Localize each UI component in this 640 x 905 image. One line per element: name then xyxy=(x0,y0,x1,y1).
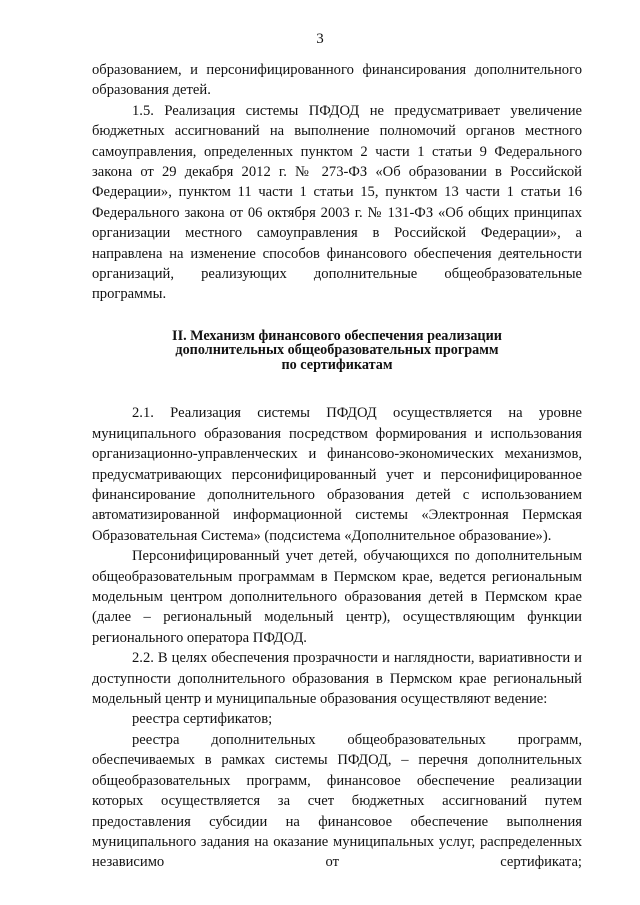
paragraph-1-5: 1.5. Реализация системы ПФДОД не предусматривает увеличение бюджетных ассигнований на выполнение полномочий органов местного самоуправления, определенных пунктом 2 части 1 статьи 9 Федерального закона от 29 декабря 2012 г. № 273-ФЗ «Об образовании в Российской Федерации», пунктом 11 части 1 статьи 15, пунктом 13 части 1 статьи 16 Федерального закона от 06 октября 2003 г. № 131-ФЗ «Об общих принципах организации местного самоуправления в Российской Федерации», а направлена на изменение способов финансового обеспечения деятельности организаций, реализующих дополнительные общеобразовательные программы. xyxy=(92,102,582,303)
paragraph-2-2: 2.2. В целях обеспечения прозрачности и наглядности, вариативности и доступности дополнительного образования в Пермском крае региональный модельный центр и муниципальные образования осуществляют ведение: xyxy=(92,650,582,708)
document-body xyxy=(92,60,582,873)
list-item-certificate-registry: реестра сертификатов; xyxy=(132,711,273,728)
section-heading xyxy=(92,329,582,373)
section-heading-line-3: по сертификатам xyxy=(281,356,393,373)
paragraph-personified-accounting: Персонифицированный учет детей, обучающихся по дополнительным общеобразовательным программам в Пермском крае, ведется региональным модельным центром дополнительного образования детей в Пермском крае (далее – региональный модельный центр), осуществляющим функции регионального оператора ПФДОД. xyxy=(92,548,582,646)
list-item-program-registry: реестра дополнительных общеобразовательных программ, обеспечиваемых в рамках системы ПФДОД, – перечня дополнительных общеобразовательных программ, финансовое обеспечение реализации которых осуществляется за счет бюджетных ассигнований путем предоставления субсидии на финансовое обеспечение выполнения муниципального задания на оказание муниципальных услуг, распределенных независимо от сертификата; xyxy=(92,731,582,871)
paragraph-2-1: 2.1. Реализация системы ПФДОД осуществляется на уровне муниципального образования посредством формирования и использования организационно-управленческих и финансово-экономических механизмов, предусматривающих персонифицированный учет и персонифицированное финансирование дополнительного образования детей с использованием автоматизированной информационной системы «Электронная Пермская Образовательная Система» (подсистема «Дополнительное образование»). xyxy=(92,405,582,544)
page-number: 3 xyxy=(316,31,324,47)
paragraph-continuation: образованием, и персонифицированного финансирования дополнительного образования детей. xyxy=(92,62,582,99)
section-heading-line-1: II. Механизм финансового обеспечения реализации xyxy=(172,327,502,344)
section-heading-line-2: дополнительных общеобразовательных программ xyxy=(175,342,499,359)
